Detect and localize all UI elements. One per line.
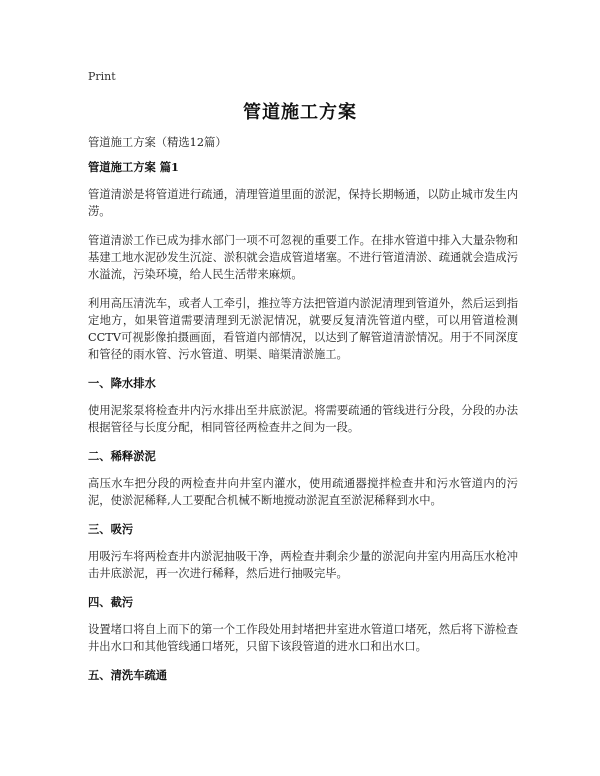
print-label[interactable]: Print xyxy=(88,70,116,83)
paragraph: 用吸污车将两检查井内淤泥抽吸干净，两检查井剩余少量的淤泥向井室内用高压水枪冲击井底淤泥，再一次进行稀释，然后进行抽吸完毕。 xyxy=(88,550,518,580)
section-heading: 四、截污 xyxy=(88,595,134,609)
document-subtitle: 管道施工方案（精选12篇） xyxy=(88,136,227,149)
section-heading: 管道施工方案 篇1 xyxy=(88,160,179,174)
page-title: 管道施工方案 xyxy=(243,102,357,123)
paragraph: 管道清淤工作已成为排水部门一项不可忽视的重要工作。在排水管道中排入大量杂物和基建工地水泥砂发生沉淀、淤积就会造成管道堵塞。不进行管道清淤、疏通就会造成污水溢流，污染环境，给人民生活带来麻烦。 xyxy=(88,234,518,281)
paragraph: 管道清淤是将管道进行疏通，清理管道里面的淤泥，保持长期畅通，以防止城市发生内涝。 xyxy=(88,188,518,218)
paragraph: 高压水车把分段的两检查井向井室内灌水，使用疏通器搅拌检查井和污水管道内的污泥，使淤泥稀释,人工要配合机械不断地搅动淤泥直至淤泥稀释到水中。 xyxy=(88,477,518,507)
paragraph: 利用高压清洗车，或者人工牵引，推拉等方法把管道内淤泥清理到管道外，然后运到指定地方，如果管道需要清理到无淤泥情况，就要反复清洗管道内壁，可以用管道检测CCTV可视影像拍摄画面，看管道内部情况，以达到了解管道清淤情况。用于不同深度和管径的雨水管、污水管道、明渠、暗渠清淤施工。 xyxy=(88,297,518,361)
document-body xyxy=(88,134,518,694)
paragraph: 设置堵口将自上而下的第一个工作段处用封堵把井室进水管道口堵死，然后将下游检查井出水口和其他管线通口堵死，只留下该段管道的进水口和出水口。 xyxy=(88,623,518,653)
section-heading: 五、清洗车疏通 xyxy=(88,668,168,682)
section-heading: 二、稀释淤泥 xyxy=(88,449,156,463)
paragraph: 使用泥浆泵将检查井内污水排出至井底淤泥。将需要疏通的管线进行分段，分段的办法根据管径与长度分配，相同管径两检查井之间为一段。 xyxy=(88,404,518,434)
section-heading: 一、降水排水 xyxy=(88,376,156,390)
document-sections xyxy=(88,159,518,684)
section-heading: 三、吸污 xyxy=(88,522,134,536)
